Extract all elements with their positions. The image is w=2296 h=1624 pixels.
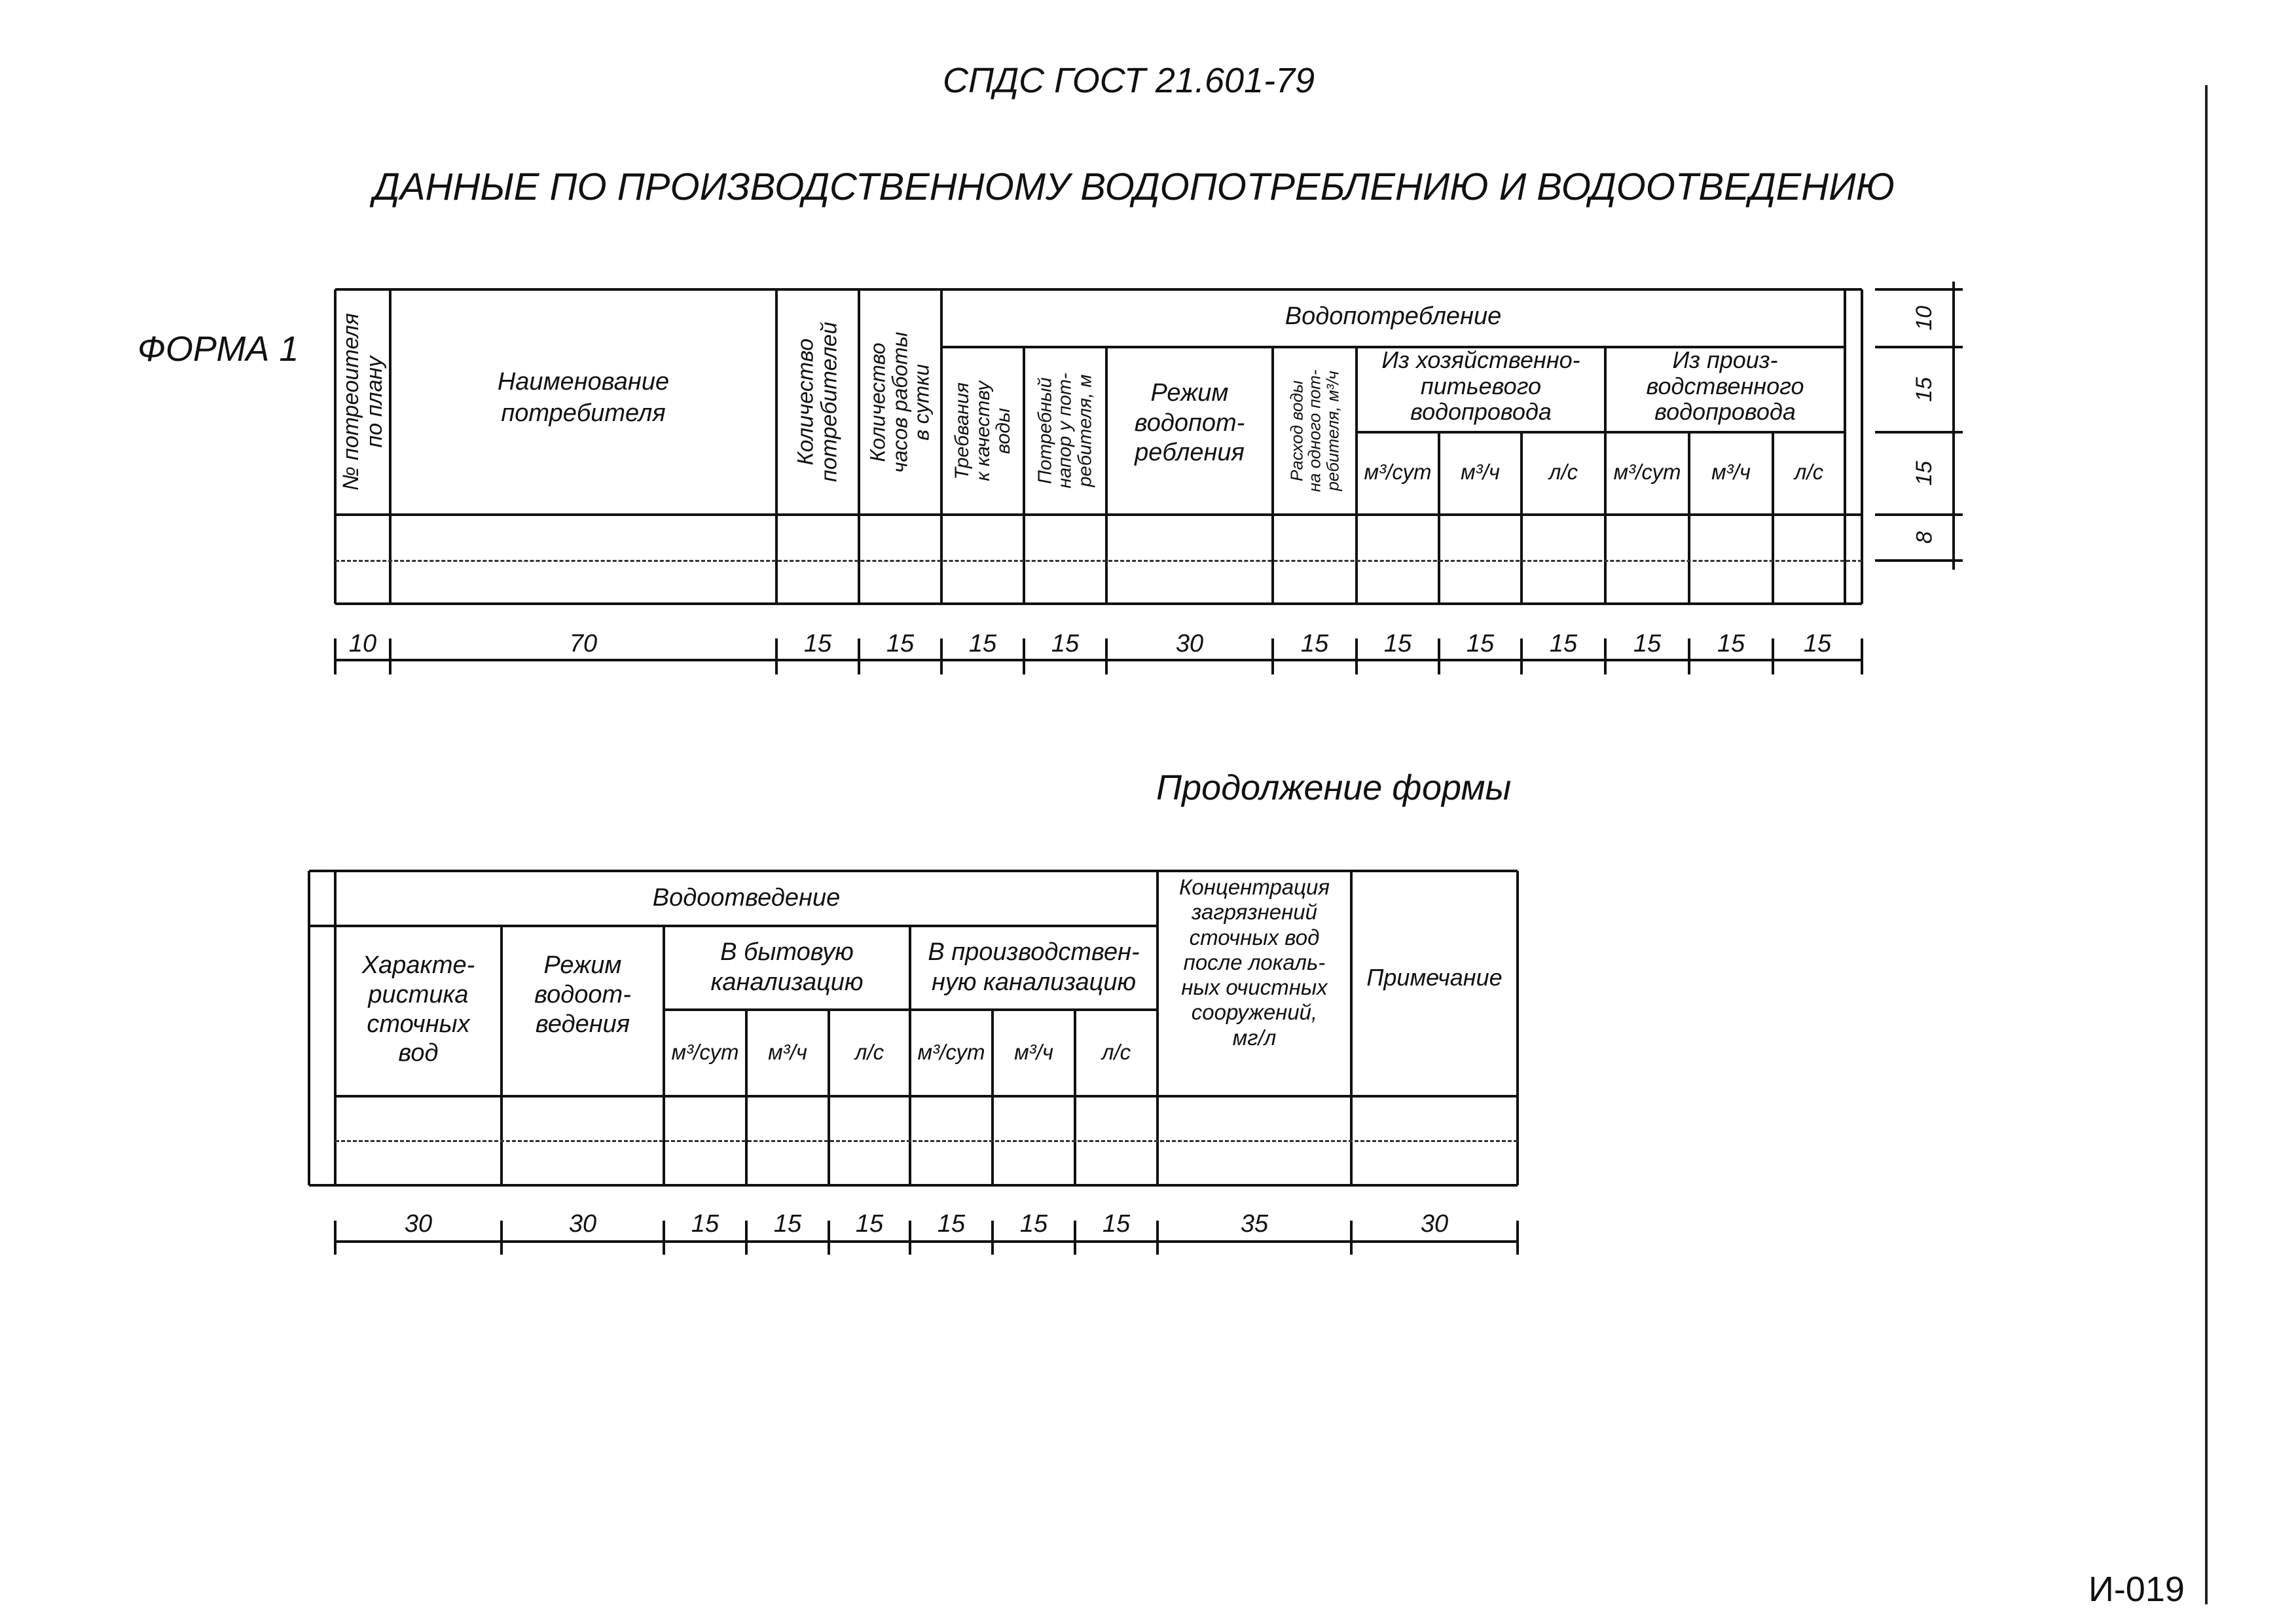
unit-label: м³/ч [1014,1040,1053,1064]
column-width-dimension: 15 [773,1210,802,1238]
header-note: Примечание [1366,964,1503,991]
header-industrial-sewer: В производствен- ную канализацию [928,938,1140,996]
header-water-quality: Требвания к качеству воды [951,380,1014,481]
column-width-dimension: 15 [855,1210,884,1238]
unit-label: м³/ч [1461,460,1500,484]
unit-label: м³/сут [1613,460,1681,484]
unit-label: м³/сут [671,1040,739,1064]
form1-table [0,0,2296,720]
header-concentration: Концентрация загрязнений сточных вод после локаль- ных очистных сооружений, мг/л [1178,875,1330,1050]
column-width-dimension: 10 [348,630,377,657]
unit-label: л/с [1101,1040,1131,1064]
column-width-dimension: 15 [1019,1210,1048,1238]
column-width-dimension: 15 [1549,630,1578,657]
row-height-dimension: 10 [1912,306,1937,331]
column-width-dimension: 15 [1051,630,1080,657]
form2-dashed-row [335,1140,1518,1142]
unit-label: л/с [1548,460,1578,484]
header-consumer-name: Наименование потребителя [497,368,670,427]
page-code: И-019 [2088,1570,2185,1609]
column-width-dimension: 15 [886,630,915,657]
column-width-dimension: 15 [1383,630,1412,657]
column-width-dimension: 15 [1803,630,1832,657]
header-drainage: Водоотведение [652,884,841,912]
column-width-dimension: 30 [1175,630,1204,657]
document-title: ДАННЫЕ ПО ПРОИЗВОДСТВЕННОМУ ВОДОПОТРЕБЛЕНИЮ И ВОДООТВЕДЕНИЮ [373,166,1895,208]
header-water-use: Водопотребление [1285,303,1502,330]
row-height-dimension: 8 [1912,531,1937,544]
form2-table [0,786,2296,1257]
page-frame-line [2205,85,2208,1604]
header-use-mode: Режим водопот- ребления [1134,379,1245,467]
column-width-dimension: 15 [803,630,832,657]
header-consumer-number: № потреоителя по плану [338,313,386,491]
header-flow-per-consumer: Расход воды на одного пот- ребителя, м³/ч [1286,369,1342,492]
standard-title: СПДС ГОСТ 21.601-79 [943,61,1315,100]
header-drainage-mode: Режим водоот- ведения [534,951,631,1038]
unit-label: м³/ч [1711,460,1751,484]
unit-label: л/с [854,1040,884,1064]
column-width-dimension: 15 [1717,630,1745,657]
continuation-title: Продолжение формы [1156,768,1512,807]
header-domestic-sewer: В бытовую канализацию [710,938,864,996]
header-consumers-count: Количество потребителей [793,322,842,483]
header-wastewater-character: Характе- ристика сточных вод [361,951,475,1067]
column-width-dimension: 15 [1466,630,1495,657]
unit-label: л/с [1794,460,1824,484]
column-width-dimension: 15 [1300,630,1329,657]
column-width-dimension: 35 [1240,1210,1269,1238]
column-width-dimension: 15 [968,630,997,657]
unit-label: м³/ч [768,1040,807,1064]
column-width-dimension: 15 [1102,1210,1131,1238]
column-width-dimension: 70 [569,630,598,657]
header-pressure: Потребный напор у пот- ребителя, м [1034,373,1096,489]
form1-dashed-row [335,560,1862,562]
row-height-dimension: 15 [1912,461,1937,486]
column-width-dimension: 15 [691,1210,720,1238]
column-width-dimension: 30 [404,1210,433,1238]
unit-label: м³/сут [1364,460,1432,484]
row-height-dimension: 15 [1912,377,1937,402]
header-industrial-supply: Из произ- водственного водопровода [1646,346,1804,426]
column-width-dimension: 30 [568,1210,597,1238]
form-label: ФОРМА 1 [137,329,299,369]
unit-label: м³/сут [917,1040,985,1064]
column-width-dimension: 15 [937,1210,966,1238]
header-working-hours: Количество часов работы в сутки [866,331,934,473]
column-width-dimension: 30 [1420,1210,1449,1238]
header-household-supply: Из хозяйственно- питьевого водопровода [1381,346,1580,426]
column-width-dimension: 15 [1633,630,1662,657]
